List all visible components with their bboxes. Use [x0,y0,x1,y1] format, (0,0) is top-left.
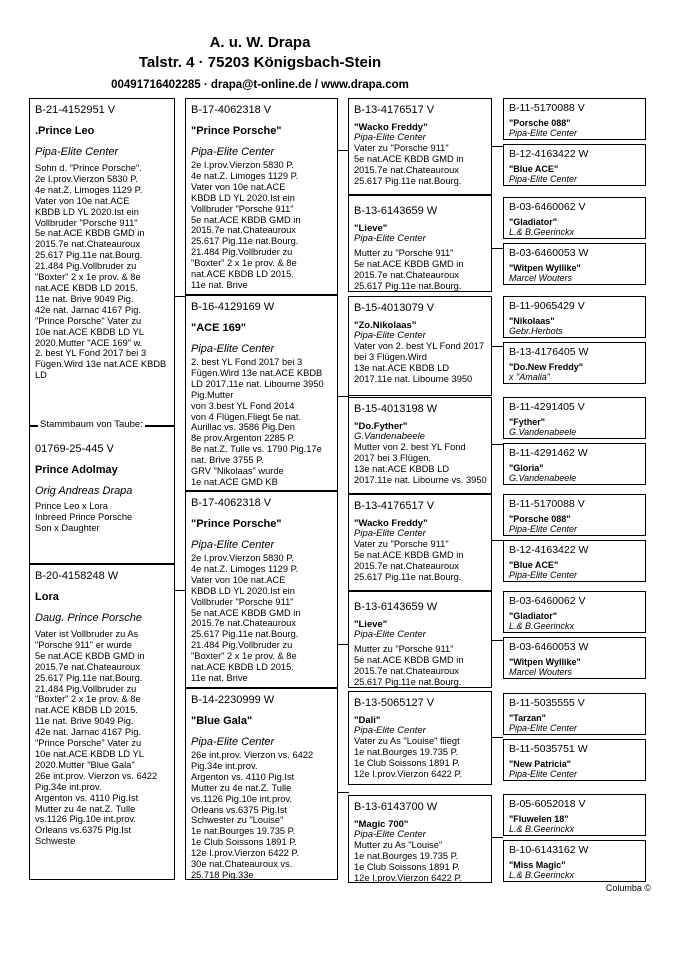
pigeon-notes: Sohn d. "Prince Porsche". 2e I.prov.Vierzon 5830 P. 4e nat.Z. Limoges 1129 P. Vater von 10e nat.ACE KBDB LD YL 2020.Ist ein Vollbruder "Porsche 911" 5e nat.ACE KBDB GMD in 2015.7e nat.Chateauroux 25.617 Pig.11e nat.Bourg. 21.484 Pig.Vollbruder zu "Boxter" 2 x 1e prov. & 8e nat.ACE KBDB LD 2015. 11e nat. Brive 9049 Pig. 42e nat. Jarnac 4167 Pig. "Prince Porsche" Vater zu 10e nat.ACE KBDB LD YL 2020.Mutter "ACE 169" w. 2. best YL Fond 2017 bei 3 Fügen.Wird 13e nat.ACE KBDB LD [35,163,167,381]
pigeon-notes: Vater zu As "Louise" fliegt 1e nat.Bourges 19.735 P. 1e Club Soissons 1891 P. 12e I.prov.Vierzon 6422 P. [354,736,463,779]
ring-number: B-11-5170088 V [509,498,585,510]
pigeon-name: "Gladiator" [509,611,558,621]
ring-number: B-15-4013079 V [354,302,435,314]
breeder: Pipa-Elite Center [354,629,426,640]
ancestor-card-small[interactable] [503,693,646,735]
connector [491,540,503,541]
pigeon-name: "Tarzan" [509,713,546,723]
ring-number: B-11-5035555 V [509,697,585,709]
breeder: Pipa-Elite Center [509,723,578,733]
ring-number: B-17-4062318 V [191,104,272,116]
pigeon-name: "Nikolaas" [509,316,555,326]
ring-number: B-13-6143700 W [354,801,438,813]
ring-number: B-13-5065127 V [354,697,435,709]
ancestor-card[interactable] [348,591,492,688]
ring-number: B-13-4176517 V [354,500,435,512]
pigeon-name: "Zo.Nikolaas" [354,320,417,331]
owner-contact: 00491716402285 · drapa@t-online.de / www.drapa.com [111,79,409,91]
pigeon-notes: Prince Leo x Lora Inbreed Prince Porsche Son x Daughter [35,501,133,533]
pigeon-notes: Mutter von 2. best YL Fond 2017 bei 3 Flügen. 13e nat.ACE KBDB LD 2017.11e nat. Libourne vs. 3950 [354,442,487,485]
pigeon-name: "Prince Porsche" [191,125,282,137]
breeder: Pipa-Elite Center [354,528,426,539]
pigeon-name: "ACE 169" [191,322,247,334]
ancestor-card-small[interactable] [503,98,646,140]
pigeon-notes: 2e I.prov.Vierzon 5830 P. 4e nat.Z. Limoges 1129 P. Vater von 10e nat.ACE KBDB LD YL 2020.Ist ein Vollbruder "Porsche 911" 5e nat.ACE KBDB GMD in 2015.7e nat.Chateauroux 25.617 Pig.11e nat.Bourg. 21.484 Pig.Vollbruder zu "Boxter" 2 x 1e prov. & 8e nat.ACE KBDB LD 2015. 11e nat. Brive [191,160,301,290]
ancestor-card[interactable] [348,296,492,396]
ring-number: B-03-6460053 W [509,641,589,653]
breeder: Daug. Prince Porsche [35,612,142,624]
pigeon-name: "Do.Fyther" [354,421,408,432]
ring-number: B-11-5035751 W [509,743,588,755]
pigeon-notes: Mutter zu As "Louise" 1e nat.Bourges 19.735 P. 1e Club Soissons 1891 P. 12e I.prov.Vierzon 6422 P. [354,840,463,883]
dam-card[interactable] [29,564,175,880]
footer-credit: Columba © [605,883,651,893]
breeder: Orig Andreas Drapa [35,485,133,497]
ancestor-card-small[interactable] [503,739,646,781]
breeder: Pipa-Elite Center [191,539,275,551]
breeder: Pipa-Elite Center [354,725,426,736]
breeder: Pipa-Elite Center [354,330,426,341]
breeder: Pipa-Elite Center [354,829,426,840]
ancestor-card-small[interactable] [503,591,646,633]
connector [491,640,503,641]
breeder: Pipa-Elite Center [509,524,578,534]
pigeon-name: "Gloria" [509,463,544,473]
pigeon-name: .Prince Leo [35,125,95,137]
ring-number: B-12-4163422 W [509,544,589,556]
breeder: Gebr.Herbots [509,326,563,336]
pigeon-name: "Fluwelen 18" [509,814,569,824]
subject-pigeon-card[interactable] [29,98,175,426]
pigeon-notes: Vater zu "Porsche 911" 5e nat.ACE KBDB GMD in 2015.7e nat.Chateauroux 25.617 Pig.11e nat.Bourg. [354,143,464,186]
connector [491,146,503,147]
breeder: Pipa-Elite Center [509,570,578,580]
pigeon-name: "Blue ACE" [509,560,559,570]
breeder: L.& B.Geerinckx [509,870,575,880]
ring-number: B-13-4176517 V [354,104,435,116]
pigeon-notes: Vater zu "Porsche 911" 5e nat.ACE KBDB GMD in 2015.7e nat.Chateauroux 25.617 Pig.11e nat.Bourg. [354,539,464,582]
pigeon-name: "Wacko Freddy" [354,122,428,133]
pigeon-name: "Wacko Freddy" [354,518,428,529]
owner-name: A. u. W. Drapa [209,34,311,51]
breeder: L.& B.Geerinckx [509,824,575,834]
pigeon-name: "Gladiator" [509,217,558,227]
pigeon-name: "New Patricia" [509,759,572,769]
breeder: Marcel Wouters [509,273,573,283]
breeder: Marcel Wouters [509,667,573,677]
pigeon-notes: 2e I.prov.Vierzon 5830 P. 4e nat.Z. Limoges 1129 P. Vater von 10e nat.ACE KBDB LD YL 2020.Ist ein Vollbruder "Porsche 911" 5e nat.ACE KBDB GMD in 2015.7e nat.Chateauroux 25.617 Pig.11e nat.Bourg. 21.484 Pig.Vollbruder zu "Boxter" 2 x 1e prov. & 8e nat.ACE KBDB LD 2015. 11e nat. Brive [191,553,301,683]
ancestor-card[interactable] [348,795,492,883]
stammbaum-legend: Stammbaum von Taube: [40,419,143,430]
pigeon-name: "Blue ACE" [509,164,559,174]
breeder: L.& B.Geerinckx [509,227,575,237]
ancestor-card[interactable] [348,195,492,292]
ring-number: B-21-4152951 V [35,104,116,116]
ancestor-card-small[interactable] [503,637,646,679]
breeder: G.Vandenabeele [354,431,425,442]
pigeon-name: Lora [35,591,59,603]
breeder: L.& B.Geerinckx [509,621,575,631]
pigeon-name: "Porsche 088" [509,118,571,128]
pigeon-notes: 2. best YL Fond 2017 bei 3 Fügen.Wird 13e nat.ACE KBDB LD 2017.11e nat. Libourne 3950 Pig.Mutter von 3.best YL Fond 2014 von 4 Flügen.Fliegt 5e nat. Aurillac vs. 3586 Pig.Den 8e prov.Argenton 2285 P. 8e nat.Z. Tulle vs. 1790 Pig.17e nat. Brive 3755 P. GRV "Nikolaas" wurde 1e nat.ACE GMD KB [191,357,324,487]
ancestor-card-small[interactable] [503,494,646,536]
breeder: Pipa-Elite Center [191,343,275,355]
pigeon-name: "Witpen Wyllike" [509,263,581,273]
breeder: G.Vandenabeele [509,473,577,483]
ancestor-card-small[interactable] [503,443,646,485]
sire-dam-card[interactable] [185,295,338,491]
pigeon-name: "Dali" [354,715,381,726]
ring-number: B-13-4176405 W [509,346,589,358]
ancestor-card-small[interactable] [503,342,646,384]
ancestor-card-small[interactable] [503,243,646,285]
ancestor-card[interactable] [348,691,492,785]
pigeon-name: "Fyther" [509,417,546,427]
breeder: Pipa-Elite Center [509,128,578,138]
breeder: Pipa-Elite Center [354,132,426,143]
pigeon-notes: Mutter zu "Porsche 911" 5e nat.ACE KBDB GMD in 2015.7e nat.Chateauroux 25.617 Pig.11e nat.Bourg. [354,248,464,291]
ring-number: B-20-4158248 W [35,570,119,582]
connector [491,737,503,738]
ancestor-card-small[interactable] [503,296,646,338]
ring-number: B-05-6052018 V [509,798,586,810]
connector [491,248,503,249]
breeder: Pipa-Elite Center [509,174,578,184]
pigeon-notes: 26e int.prov. Vierzon vs. 6422 Pig.34e int.prov. Argenton vs. 4110 Pig.Ist Mutter zu 4e nat.Z. Tulle vs.1126 Pig.10e int.prov. Orleans vs.6375 Pig.Ist Schwester zu "Louise" 1e nat.Bourges 19.735 P. 1e Club Soissons 1891 P. 12e I.prov.Vierzon 6422 P. 30e nat.Chateauroux vs. 25.718 Pig.33e [191,750,314,880]
ring-number: 01769-25-445 V [35,443,114,455]
ancestor-card-small[interactable] [503,840,646,882]
ring-number: B-13-6143659 W [354,205,438,217]
ring-number: B-17-4062318 V [191,497,272,509]
pigeon-notes: Mutter zu "Porsche 911" 5e nat.ACE KBDB GMD in 2015.7e nat.Chateauroux 25.617 Pig.11e nat.Bourg. [354,644,464,687]
ring-number: B-03-6460062 V [509,201,586,213]
pigeon-name: "Magic 700" [354,819,409,830]
ring-number: B-14-2230999 W [191,694,275,706]
pigeon-notes: Vater von 2. best YL Fond 2017 bei 3 Flügen.Wird 13e nat.ACE KBDB LD 2017.11e nat. Libourne 3950 [354,341,485,384]
breeder: Pipa-Elite Center [354,233,426,244]
ancestor-card-small[interactable] [503,540,646,582]
pigeon-name: "Witpen Wyllike" [509,657,581,667]
breeder: Pipa-Elite Center [191,736,275,748]
pigeon-name: "Lieve" [354,223,388,234]
pigeon-name: "Porsche 088" [509,514,571,524]
ring-number: B-11-4291462 W [509,447,588,459]
ancestor-card[interactable] [348,397,492,494]
connector [491,837,503,838]
ring-number: B-03-6460053 W [509,247,589,259]
ring-number: B-11-9065429 V [509,300,585,312]
ring-number: B-03-6460062 V [509,595,586,607]
connector [337,792,349,793]
pigeon-name: Prince Adolmay [35,464,118,476]
dam-dam-card[interactable] [185,688,338,880]
pigeon-name: "Prince Porsche" [191,518,282,530]
ancestor-card[interactable] [348,98,492,195]
ancestor-card-small[interactable] [503,197,646,239]
ring-number: B-13-6143659 W [354,601,438,613]
pigeon-notes: Vater ist Vollbruder zu As "Porsche 911" er wurde 5e nat.ACE KBDB GMD in 2015.7e nat.Chateauroux 25.617 Pig.11e nat.Bourg. 21.484 Pig.Vollbruder zu "Boxter" 2 x 1e prov. & 8e nat.ACE KBDB LD 2015. 11e nat. Brive 9049 Pig. 42e nat. Jarnac 4167 Pig. "Prince Porsche" Vater zu 10e nat.ACE KBDB LD YL 2020.Mutter "Blue Gala" 26e int.prov. Vierzon vs. 6422 Pig.34e int.prov. Argenton vs. 4110 Pig.Ist Mutter zu 4e nat.Z. Tulle vs.1126 Pig.10e int.prov. Orleans vs.6375 Pig.Ist Schweste [35,629,158,847]
ring-number: B-16-4129169 W [191,301,275,313]
ring-number: B-11-4291405 V [509,401,585,413]
ancestor-card-small[interactable] [503,794,646,836]
pigeon-name: "Miss Magic" [509,860,566,870]
dam-sire-card[interactable] [185,491,338,688]
ring-number: B-11-5170088 V [509,102,585,114]
breeder: x "Amalia" [509,372,550,382]
breeder: Pipa-Elite Center [191,146,275,158]
breeder: Pipa-Elite Center [509,769,578,779]
ancestor-card-small[interactable] [503,144,646,186]
sire-card[interactable] [185,98,338,295]
owner-address: Talstr. 4 · 75203 Königsbach-Stein [138,54,382,71]
ring-number: B-12-4163422 W [509,148,589,160]
ring-number: B-10-6143162 W [509,844,589,856]
pigeon-name: "Lieve" [354,619,388,630]
connector [491,444,503,445]
ring-number: B-15-4013198 W [354,403,438,415]
stammbaum-card[interactable] [29,426,175,564]
breeder: Pipa-Elite Center [35,146,119,158]
breeder: G.Vandenabeele [509,427,577,437]
pigeon-name: "Do.New Freddy" [509,362,584,372]
ancestor-card-small[interactable] [503,397,646,439]
connector [491,346,503,347]
pigeon-name: "Blue Gala" [191,715,253,727]
ancestor-card[interactable] [348,494,492,591]
